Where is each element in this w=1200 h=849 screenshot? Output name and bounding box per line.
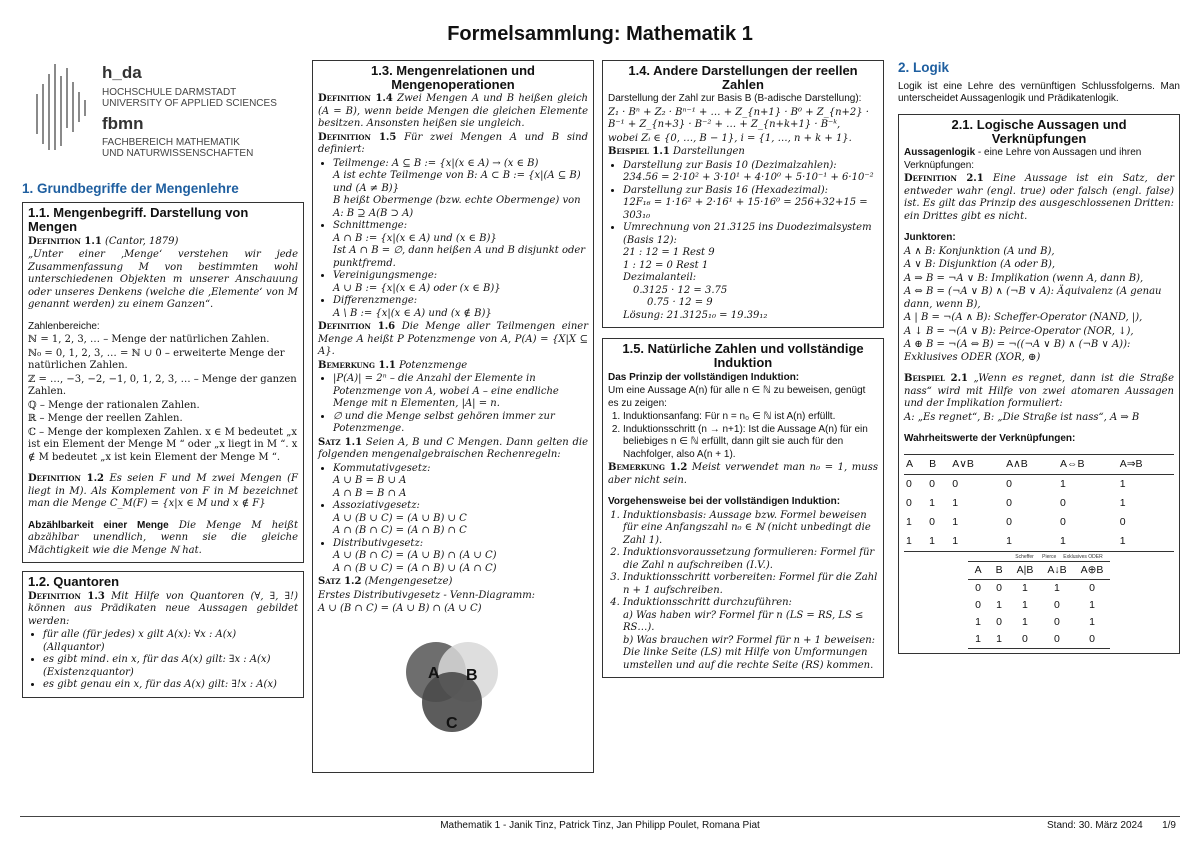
list-item: A | B = ¬(A ∧ B): Scheffer-Operator (NAND, |), [904, 312, 1143, 324]
table-cell: 0 [906, 477, 912, 490]
table-cell: 0 [1119, 516, 1126, 529]
box-title: 2.1. Logische Aussagen und Verknüpfungen [951, 116, 1127, 146]
definition-text: „Unter einer ‚Menge‘ verstehen wir jede Zusammenfassung M von bestimmten wohl unterschiedenen Objekten m unserer Anschauung oder unseres Denkens (welche die ‚Elemente‘ von M genannt werden) zu einem Ganzen“. [28, 249, 298, 311]
footer-authors: Mathematik 1 - Janik Tinz, Patrick Tinz, Jan Philipp Poulet, Romana Piat [440, 820, 760, 831]
list-item: • es gibt mind. ein x, für das A(x) gilt: ∃x : A(x) (Existenzquantor) [43, 654, 298, 679]
box-mengenrelationen [312, 60, 594, 773]
caption-label: Scheffer [1015, 554, 1034, 561]
number-set-item: ℕ₀ = 0, 1, 2, 3, … = ℕ ∪ 0 – erweiterte Menge der natürlichen Zahlen. [28, 347, 285, 372]
table-caption [904, 554, 1174, 560]
bold-label: Aussagenlogik [904, 147, 976, 159]
item-name: Darstellung zur Basis 16 (Hexadezimal): [623, 184, 829, 196]
table-header-row [968, 561, 1111, 579]
table-row [968, 579, 1111, 597]
item-name: Kommutativgesetz: [333, 462, 431, 474]
example-line: A: „Es regnet“, B: „Die Straße ist nass“, A ⇒ B [904, 411, 1140, 423]
definition-text: Eine Aussage ist ein Satz, der entweder wahr (engl. true) oder falsch (engl. false) ist. Es gilt das Prinzip des ausgeschlossenen Dritten: ein Drittes gibt es nicht. [904, 173, 1174, 222]
venn-label-a: A [428, 664, 440, 682]
footer-date: Stand: 30. März 2024 [1047, 820, 1143, 831]
table-cell: 1 [1058, 532, 1118, 552]
number-set-item: ℤ = …, −3, −2, −1, 0, 1, 2, 3, … – Menge der ganzen Zahlen. [28, 373, 297, 398]
item-line: 21 : 12 = 1 Rest 9 [623, 247, 715, 259]
page-footer [20, 816, 1180, 831]
formula: Z₁ · Bⁿ + Z₂ · Bⁿ⁻¹ + … + Z_{n+1} · B⁰ + Z_{n+2} · B⁻¹ + Z_{n+3} · B⁻² + … + Z_{n+k+1} · B⁻ᵏ, [608, 106, 869, 131]
table-header: A⊕B [1074, 561, 1111, 579]
remark-ref: Potenzmenge [399, 359, 468, 371]
table-row [968, 597, 1111, 614]
table-header: B [927, 454, 950, 474]
column-4 [898, 60, 1180, 660]
item-name: Differenzmenge: [333, 295, 418, 307]
subheading: Vorgehensweise bei der vollständigen Induktion: [608, 496, 841, 508]
logo-text [102, 64, 277, 159]
item-line: b) Was brauchen wir? Formel für n + 1 beweisen: Die linke Seite (LS) mit Hilfe von Umformungen umstellen und auf die rechte Seite (RS) kommen. [623, 634, 876, 671]
table-cell: 0 [1059, 516, 1066, 529]
item-line: A ∪ (B ∪ C) = (A ∪ B) ∪ C [333, 512, 467, 524]
box-darstellungen [602, 60, 884, 328]
column-3 [602, 60, 884, 684]
venn-label-b: B [466, 666, 478, 684]
theorem-text: Erstes Distributivgesetz - Venn-Diagramm: [318, 589, 536, 601]
definition-text: Mit Hilfe von Quantoren (∀, ∃, ∃!) können aus Prädikaten neue Aussagen gebildet werden: [28, 590, 298, 627]
list-item [333, 158, 588, 221]
caption-label: Exklusives ODER [1063, 554, 1103, 561]
item-line: Ist A ∩ B = ∅, dann heißen A und B disjunkt oder punktfremd. [333, 245, 586, 269]
box-mengenbegriff [22, 202, 304, 563]
list-item: A ∨ B: Disjunktion (A oder B), [904, 259, 1056, 271]
item-name: Schnittmenge: [333, 220, 408, 232]
list-item: A ∧ B: Konjunktion (A und B), [904, 245, 1055, 257]
item-line: A ∩ B = B ∩ A [333, 487, 407, 499]
table-row [968, 631, 1111, 649]
logo-line: UND NATURWISSENSCHAFTEN [102, 148, 254, 160]
item-line: A \ B := {x|(x ∈ A) und (x ∉ B)} [333, 307, 492, 319]
paragraph-text: - eine Lehre von Aussagen und ihren Verknüpfungen: [904, 147, 1142, 171]
column-1 [22, 60, 304, 704]
truth-table-1 [904, 454, 1174, 553]
table-cell: 1 [1059, 477, 1066, 490]
table-cell: 0 [1054, 615, 1060, 628]
table-row [968, 614, 1111, 631]
list-item [333, 500, 588, 538]
remark-label: Bemerkung 1.1 [318, 359, 396, 371]
table-cell: 1 [906, 516, 912, 529]
theorem-label: Satz 1.2 [318, 576, 362, 588]
table-cell: 1 [1089, 598, 1095, 611]
box-title: 1.2. Quantoren [28, 574, 120, 590]
logo-hda: h_da [102, 63, 142, 82]
logo-line: HOCHSCHULE DARMSTADT [102, 86, 237, 98]
paragraph-text: Die Menge M heißt abzählbar unendlich, wenn sie die gleiche Mächtigkeit wie die Menge ℕ hat. [28, 519, 298, 556]
item-line: a) Was haben wir? Formel für n (LS = RS, LS ≤ RS…). [623, 609, 864, 634]
section-heading: 1. Grundbegriffe der Mengenlehre [22, 181, 239, 197]
theorem-ref: (Mengengesetze) [364, 576, 453, 588]
subheading: Das Prinzip der vollständigen Induktion: [608, 371, 800, 383]
definition-text: Zwei Mengen A und B heißen gleich (A = B), wenn beide Mengen die gleichen Elemente besitzen. Ansonsten heißen sie ungleich. [318, 93, 588, 130]
definition-label: Definition 2.1 [904, 173, 984, 185]
item-line: A ∪ B = B ∪ A [333, 475, 407, 487]
definition-label: Definition 1.4 [318, 93, 393, 105]
definition-text: Für zwei Mengen A und B sind definiert: [318, 131, 588, 156]
table-cell: 0 [952, 477, 959, 490]
list-item [623, 597, 878, 672]
definition-label: Definition 1.3 [28, 590, 105, 602]
table-header: A⇒B [1118, 454, 1174, 474]
list-item: • für alle (für jedes) x gilt A(x): ∀x : A(x) (Allquantor) [43, 629, 298, 654]
footer-page-number: 1/9 [1162, 820, 1176, 831]
table-row [904, 532, 1174, 552]
page-title: Formelsammlung: Mathematik 1 [447, 23, 753, 45]
item-line: 12F₁₆ = 1·16² + 2·16¹ + 15·16⁰ = 256+32+15 = 303₁₀ [623, 197, 868, 221]
venn-diagram [398, 638, 508, 738]
list-item: 2. Induktionsvoraussetzung formulieren: Formel für die Zahl n aufschreiben (I.V.). [623, 547, 878, 572]
definition-text: Die Menge aller Teilmengen einer Menge A heißt P Potenzmenge von A, P(A) = {X|X ⊆ A}. [318, 321, 588, 358]
formula-note: wobei Zᵢ ∈ {0, …, B − 1}, i = {1, …, n + k + 1}. [608, 132, 852, 144]
list-item: 3. Induktionsschritt vorbereiten: Formel für die Zahl n + 1 aufschreiben. [623, 572, 878, 597]
list-item [333, 270, 588, 295]
item-name: Vereinigungsmenge: [333, 270, 438, 282]
number-set-item: ℝ – Menge der reellen Zahlen. [28, 413, 183, 425]
example-label: Beispiel 2.1 [904, 373, 969, 385]
logo-line: UNIVERSITY OF APPLIED SCIENCES [102, 97, 277, 109]
box-title: 1.5. Natürliche Zahlen und vollständige Induktion [622, 341, 864, 370]
table-header: A∨B [950, 454, 1004, 474]
table-cell: 1 [1004, 532, 1058, 552]
table-cell: 1 [975, 615, 981, 628]
list-item [333, 463, 588, 501]
item-name: Umrechnung von 21.3125 ins Duodezimalsystem (Basis 12): [623, 222, 872, 246]
number-set-item: ℂ – Menge der komplexen Zahlen. x ∈ M bedeutet „x ist ein Element der Menge M “ oder „x liegt in M “. x ∉ M bedeutet „x ist kein Element der Menge M “. [28, 426, 298, 463]
table-cell: 0 [1054, 598, 1060, 611]
table-cell: 0 [906, 496, 912, 509]
list-item [623, 222, 878, 322]
table-header: A|B [1010, 561, 1041, 579]
definition-label: Definition 1.2 [28, 473, 105, 485]
item-line: 1 : 12 = 0 Rest 1 [623, 259, 709, 271]
list-item [623, 160, 878, 185]
remark-label: Bemerkung 1.2 [608, 462, 688, 474]
box-title: 1.1. Mengenbegriff. Darstellung von Mengen [28, 205, 249, 234]
box-logische-aussagen [898, 114, 1180, 654]
list-item: • es gibt genau ein x, für das A(x) gilt: ∃!x : A(x) [43, 679, 298, 692]
table-row [904, 474, 1174, 494]
item-name: Assoziativgesetz: [333, 500, 420, 512]
table-cell: 1 [904, 532, 927, 552]
section-heading: 2. Logik [898, 60, 950, 75]
table-cell: 1 [1089, 615, 1095, 628]
list-item: 1. Induktionsbasis: Aussage bzw. Formel beweisen für eine Anfangszahl n₀ ∈ ℕ (nicht unbedingt die Zahl 1). [623, 510, 878, 548]
definition-label: Definition 1.1 [28, 235, 102, 247]
table-cell: 1 [996, 598, 1003, 611]
list-item [333, 220, 588, 270]
item-line: Lösung: 21.3125₁₀ = 19.39₁₂ [623, 309, 768, 321]
table-cell: 1 [1022, 581, 1028, 594]
list-item [623, 185, 878, 223]
table-cell: 1 [950, 532, 1004, 552]
box-title: 1.3. Mengenrelationen und Mengenoperationen [371, 63, 535, 92]
item-name: Induktionsschritt durchzuführen: [623, 597, 792, 609]
caption-label: Pierce [1042, 554, 1057, 561]
list-item: A ⇔ B = (¬A ∨ B) ∧ (¬B ∨ A): Äquivalenz (A genau dann, wenn B), [904, 286, 1162, 310]
subheading: Zahlenbereiche: [28, 320, 100, 332]
university-logo [34, 64, 304, 159]
table-cell: 0 [929, 477, 935, 490]
subheading: Wahrheitswerte der Verknüpfungen: [904, 433, 1076, 445]
table-cell: 1 [1119, 477, 1126, 490]
example-text: „Wenn es regnet, dann ist die Straße nass“ wird mit Hilfe von zwei atomaren Aussagen und der Implikation formuliert: [904, 373, 1175, 410]
theorem-text: A ∪ (B ∩ C) = (A ∪ B) ∩ (A ∪ C) [318, 603, 482, 615]
list-item: A ⇒ B = ¬A ∨ B: Implikation (wenn A, dann B), [904, 272, 1144, 284]
box-quantoren [22, 571, 304, 698]
list-item: • ∅ und die Menge selbst gehören immer zur Potenzmenge. [333, 411, 588, 436]
table-cell: 0 [1006, 477, 1012, 490]
table-header: A↓B [1040, 561, 1073, 579]
item-name: Distributivgesetz: [333, 537, 424, 549]
theorem-text: Seien A, B und C Mengen. Dann gelten die folgenden mengenalgebraischen Rechenregeln: [318, 436, 588, 461]
subheading: Junktoren: [904, 232, 956, 244]
table-cell: 0 [1006, 516, 1012, 529]
table-cell: 1 [952, 496, 959, 509]
truth-table-2 [968, 561, 1111, 650]
logo-line: FACHBEREICH MATHEMATIK [102, 137, 240, 149]
table-cell: 1 [1119, 496, 1126, 509]
item-line: A ∩ (B ∪ C) = (A ∩ B) ∪ (A ∩ C) [333, 562, 497, 574]
table-cell: 1 [968, 631, 989, 649]
theorem-label: Satz 1.1 [318, 436, 363, 448]
subheading: Darstellung der Zahl zur Basis B (B-adische Darstellung): [608, 93, 862, 105]
table-row [904, 513, 1174, 532]
table-cell: 0 [996, 581, 1003, 594]
item-line: A ∩ (B ∩ C) = (A ∩ B) ∩ C [333, 525, 467, 537]
table-cell: 0 [1074, 631, 1111, 649]
list-item [333, 295, 588, 320]
list-item [333, 538, 588, 576]
column-2 [312, 60, 594, 779]
table-header: A∧B [1004, 454, 1058, 474]
table-cell: 1 [1022, 598, 1028, 611]
paragraph-text: Um eine Aussage A(n) für alle n ∈ ℕ zu beweisen, genügt es zu zeigen: [608, 385, 866, 409]
table-cell: 0 [996, 615, 1003, 628]
table-cell: 0 [975, 598, 981, 611]
table-cell: 1 [1054, 581, 1060, 594]
table-header-row [904, 454, 1174, 474]
table-cell: 1 [927, 532, 950, 552]
list-item: • |P(A)| = 2ⁿ – die Anzahl der Elemente in Potenzmenge von A, wobei A – eine endliche Menge mit n Elementen, |A| = n. [333, 373, 588, 411]
table-cell: 0 [1010, 631, 1041, 649]
box-title: 1.4. Andere Darstellungen der reellen Zahlen [628, 63, 858, 92]
item-line: A ∩ B := {x|(x ∈ A) und (x ∈ B)} [333, 232, 497, 244]
bold-label: Abzählbarkeit einer Menge [28, 519, 169, 531]
table-header: B [989, 561, 1010, 579]
item-name: Teilmenge: A ⊆ B := {x|(x ∈ A) → (x ∈ B) [333, 157, 539, 169]
list-item: 2. Induktionsschritt (n → n+1): Ist die Aussage A(n) für ein beliebiges n ∈ ℕ erfüllt, dann gilt sie auch für den Nachfolger, also A(n + 1). [623, 424, 878, 462]
definition-label: Definition 1.5 [318, 131, 397, 143]
table-cell: 1 [989, 631, 1010, 649]
venn-label-c: C [446, 714, 458, 732]
table-cell: 1 [929, 496, 935, 509]
table-header: A⇔B [1058, 454, 1118, 474]
table-cell: 0 [975, 581, 981, 594]
item-line: Dezimalanteil: [623, 272, 697, 284]
footer-meta [1047, 820, 1176, 833]
table-cell: 0 [1006, 496, 1012, 509]
logo-fbmn: fbmn [102, 113, 144, 133]
logo-graphic [34, 64, 92, 150]
table-cell: 0 [1089, 581, 1095, 594]
item-line: A ist echte Teilmenge von B: A ⊂ B := {x|(A ⊆ B) und (A ≠ B)} [333, 170, 581, 194]
item-line: 234.56 = 2·10² + 3·10¹ + 4·10⁰ + 5·10⁻¹ + 6·10⁻² [623, 172, 874, 184]
item-name: Darstellung zur Basis 10 (Dezimalzahlen): [623, 159, 837, 171]
item-line: B heißt Obermenge (bzw. echte Obermenge) von A: B ⊇ A(B ⊃ A) [333, 195, 581, 219]
item-line: 0.75 · 12 = 9 [647, 297, 713, 309]
table-cell: 1 [952, 516, 959, 529]
list-item: A ⊕ B = ¬(A ⇔ B) = ¬((¬A ∨ B) ∧ (¬B ∨ A)): Exklusives ODER (XOR, ⊕) [904, 339, 1131, 363]
item-line: A ∪ B := {x|(x ∈ A) oder (x ∈ B)} [333, 282, 501, 294]
table-cell: 0 [1040, 631, 1073, 649]
table-header: A [904, 454, 927, 474]
item-line: 0.3125 · 12 = 3.75 [633, 284, 728, 296]
item-line: A ∪ (B ∩ C) = (A ∪ B) ∩ (A ∪ C) [333, 550, 497, 562]
example-label: Beispiel 1.1 [608, 146, 670, 158]
example-ref: Darstellungen [672, 146, 745, 158]
table-cell: 0 [929, 516, 935, 529]
definition-label: Definition 1.6 [318, 321, 396, 333]
table-row [904, 494, 1174, 513]
table-cell: 1 [1118, 532, 1174, 552]
definition-ref: (Cantor, 1879) [104, 235, 179, 247]
list-item: A ↓ B = ¬(A ∨ B): Peirce-Operator (NOR, ↓), [904, 325, 1134, 337]
table-header: A [968, 561, 989, 579]
box-induktion [602, 338, 884, 678]
number-set-item: ℚ – Menge der rationalen Zahlen. [28, 399, 200, 411]
paragraph-text: Logik ist eine Lehre des vernünftigen Schlussfolgerns. Man unterscheidet Aussagenlogik und Prädikatenlogik. [898, 80, 1180, 105]
list-item: 1. Induktionsanfang: Für n = n₀ ∈ ℕ ist A(n) erfüllt. [623, 411, 878, 424]
remark-text: Meist verwendet man n₀ = 1, muss aber nicht sein. [608, 462, 878, 486]
number-set-item: ℕ = 1, 2, 3, … – Menge der natürlichen Zahlen. [28, 334, 270, 346]
table-cell: 1 [1022, 615, 1028, 628]
definition-text: Es seien F und M zwei Mengen (F liegt in M). Als Komplement von F in M bezeichnet man die Menge C_M(F) = {x|x ∈ M und x ∉ F} [28, 473, 298, 510]
table-cell: 0 [1059, 496, 1066, 509]
